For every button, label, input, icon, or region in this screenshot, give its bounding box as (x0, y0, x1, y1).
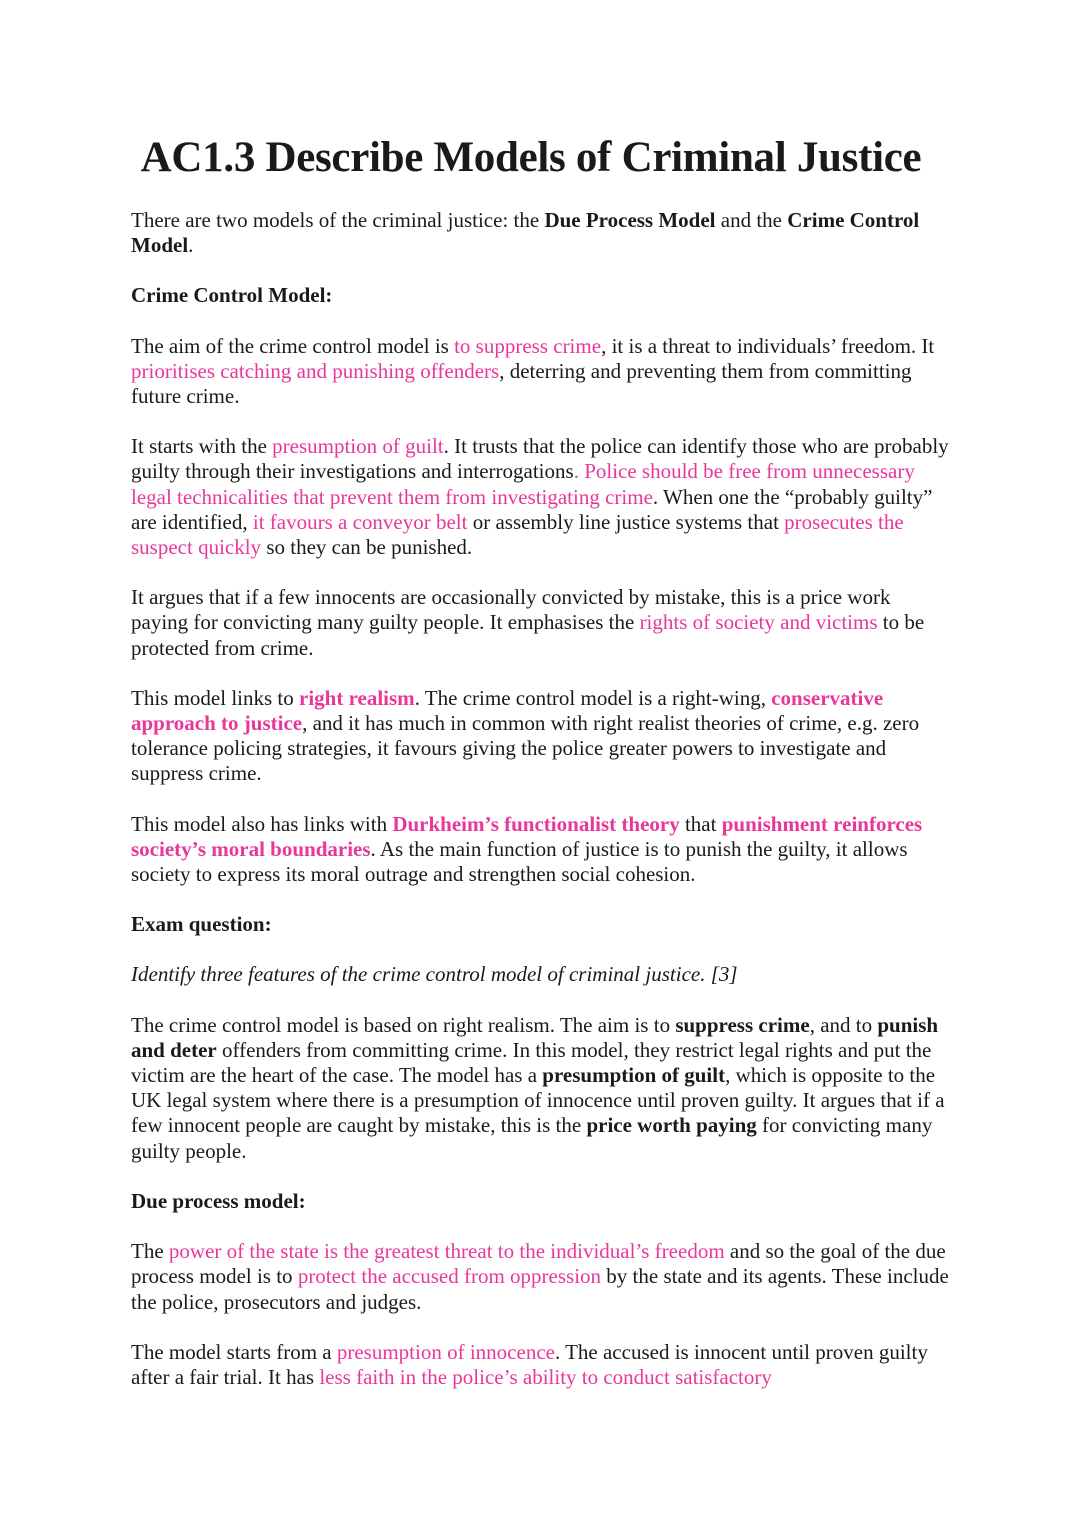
bold-span: punish and deter (131, 1012, 939, 1062)
text-span: . It trusts that the police can identify those who are probably guilty through their investigations and interrogations (131, 434, 949, 484)
text-span: The (131, 1239, 169, 1264)
text-span: by the state and its agents. These include the police, prosecutors and judges. (131, 1264, 949, 1314)
text-span: offenders from committing crime. In this model, they restrict legal rights and put the victim are the heart of the case. The model has a (131, 1037, 932, 1088)
text-span: and the (715, 208, 788, 232)
text-span: , and to (809, 1012, 878, 1037)
text-span: The model starts from a (131, 1339, 337, 1364)
bold-span: presumption of guilt (542, 1063, 726, 1088)
text-span: . The crime control model is a right-wing, (414, 685, 772, 710)
text-span: It starts with the (131, 434, 273, 459)
text-span: . As the main function of justice is to punish the guilty, it allows society to express its moral outrage and strengthen social cohesion. (131, 836, 908, 887)
crime-control-heading: Crime Control Model: (131, 283, 333, 308)
text-span: This model also has links with (131, 811, 393, 836)
text-span: There are two models of the criminal justice: the (131, 208, 545, 232)
text-span: This model links to (131, 685, 299, 710)
text-span: , which is opposite to the UK legal system where there is a presumption of innocence until proven guilty. It argues that if a few innocent people are caught by mistake, this is the (131, 1063, 945, 1138)
bold-span: Due Process Model (544, 208, 716, 232)
bold-highlight-span: conservative approach to justice (131, 685, 884, 736)
text-span: and so the goal of the due process model is to (131, 1239, 946, 1289)
text-span: The crime control model is based on right realism. The aim is to (131, 1012, 676, 1037)
highlight-span: prosecutes the suspect quickly (131, 509, 904, 560)
due-process-heading: Due process model: (131, 1188, 306, 1213)
highlight-span: . Police should be free from unnecessary legal technicalities that prevent them from investigating crime (131, 459, 915, 509)
bold-highlight-span: punishment reinforces society’s moral boundaries (131, 811, 923, 861)
text-span: . When one the “probably guilty” are identified, (131, 484, 933, 534)
bold-span: Crime Control Model (131, 208, 920, 258)
exam-question-heading: Exam question: (131, 912, 272, 937)
presumption-of-guilt-paragraph (131, 434, 951, 560)
text-span: , and it has much in common with right realist theories of crime, e.g. zero tolerance policing strategies, it favours giving the police greater powers to investigate and suppress crime. (131, 711, 920, 786)
highlight-span: it favours a conveyor belt (252, 509, 468, 534)
highlight-span: to suppress crime (454, 333, 602, 358)
bold-highlight-span: Durkheim’s functionalist theory (392, 811, 680, 836)
bold-span: price worth paying (586, 1113, 757, 1138)
highlight-span: less faith in the police’s ability to conduct satisfactory (319, 1364, 772, 1389)
text-span: , it is a threat to individuals’ freedom. It (601, 333, 935, 358)
crime-control-aim-paragraph (131, 334, 951, 410)
durkheim-paragraph (131, 812, 951, 888)
text-span: for convicting many guilty people. (131, 1113, 933, 1163)
bold-highlight-span: right realism (299, 685, 415, 710)
text-span: so they can be punished. (261, 535, 473, 560)
text-span: or assembly line justice systems that (467, 509, 785, 534)
text-span: , deterring and preventing them from committing future crime. (131, 358, 912, 409)
highlight-span: presumption of innocence (336, 1339, 555, 1364)
highlight-span: protect the accused from oppression (297, 1264, 602, 1289)
exam-answer-paragraph (131, 1013, 951, 1164)
price-worth-paying-paragraph (131, 585, 951, 661)
bold-span: suppress crime (675, 1012, 810, 1037)
presumption-of-innocence-paragraph (131, 1340, 951, 1390)
text-span: . The accused is innocent until proven guilty after a fair trial. It has (131, 1339, 928, 1389)
highlight-span: rights of society and victims (639, 610, 878, 635)
highlight-span: presumption of guilt (272, 434, 444, 459)
highlight-span: prioritises catching and punishing offenders (131, 358, 500, 383)
highlight-span: power of the state is the greatest threat to the individual’s freedom (168, 1239, 725, 1264)
text-span: . (188, 233, 194, 258)
text-span: The aim of the crime control model is (131, 333, 455, 358)
due-process-goal-paragraph (131, 1239, 951, 1315)
intro-paragraph (131, 208, 951, 258)
document-page (131, 132, 951, 1415)
text-span: that (679, 811, 722, 836)
right-realism-paragraph (131, 686, 951, 787)
page-title: AC1.3 Describe Models of Criminal Justice (140, 134, 922, 181)
text-span: It argues that if a few innocents are occasionally convicted by mistake, this is a price work paying for convicting many guilty people. It emphasises the (131, 585, 891, 635)
text-span: to be protected from crime. (131, 610, 925, 660)
exam-question-text: Identify three features of the crime control model of criminal justice. [3] (131, 962, 738, 987)
